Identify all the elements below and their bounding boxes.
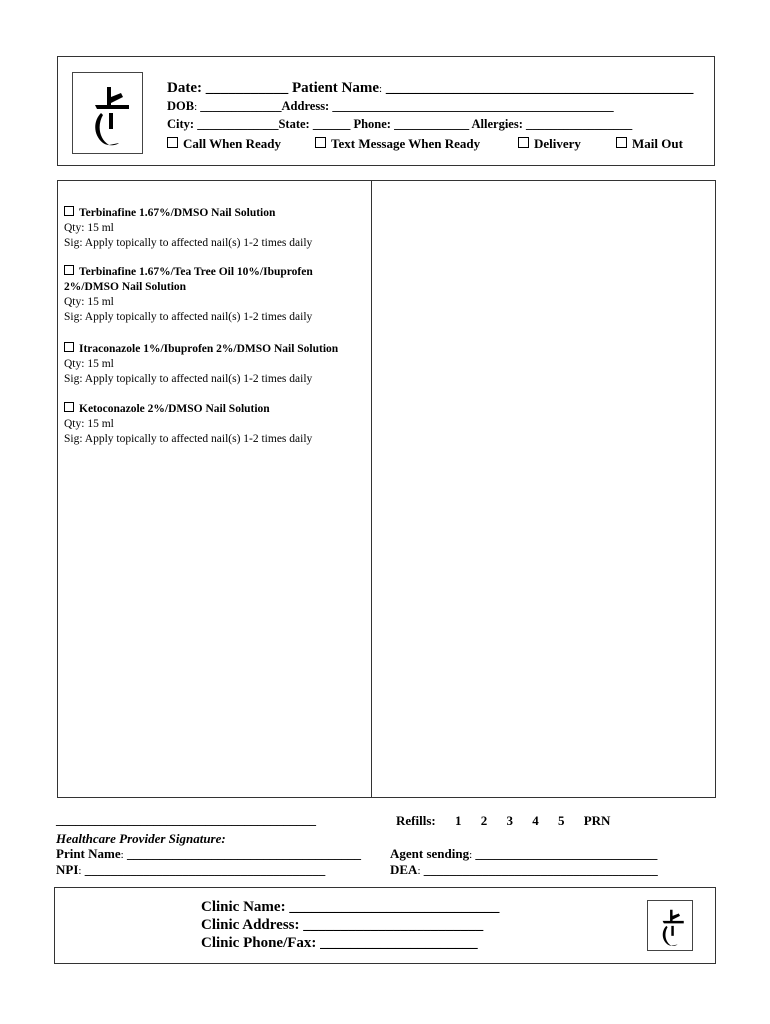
print-name-label: Print Name — [56, 846, 121, 861]
rx-qty: Qty: 15 ml — [64, 418, 114, 430]
column-divider — [371, 181, 372, 797]
allergies-field[interactable]: _________________ — [526, 117, 633, 131]
refill-option[interactable]: 4 — [532, 813, 539, 828]
refills-label: Refills: — [396, 813, 436, 828]
dea-label: DEA — [390, 862, 418, 877]
signature-label: Healthcare Provider Signature: — [56, 831, 226, 846]
rx-name: Ketoconazole 2%/DMSO Nail Solution — [79, 403, 270, 415]
rx-name: Itraconazole 1%/Ibuprofen 2%/DMSO Nail Solution — [79, 343, 339, 355]
rx-name-continued: 2%/DMSO Nail Solution — [64, 281, 187, 293]
rx-checkbox[interactable] — [64, 402, 74, 412]
state-label: State: — [278, 117, 310, 131]
rx-qty: Qty: 15 ml — [64, 358, 114, 370]
allergies-label: Allergies: — [471, 117, 523, 131]
city-field[interactable]: _____________ — [197, 117, 279, 131]
refill-option[interactable]: 5 — [557, 813, 565, 828]
rx-sig: Sig: Apply topically to affected nail(s) 1-2 times daily — [64, 373, 313, 385]
refill-option[interactable]: 3 — [506, 813, 513, 828]
city-state-row — [167, 117, 632, 132]
clinic-info-box — [54, 887, 716, 964]
dea-row: DEA: ____________________________________ — [390, 862, 658, 877]
pestle-icon — [648, 901, 694, 952]
checkbox-icon[interactable] — [167, 137, 178, 148]
clinic-address-label: Clinic Address: — [201, 917, 300, 933]
city-label: City: — [167, 117, 195, 131]
rx-checkbox[interactable] — [64, 206, 74, 216]
rx-checkbox[interactable] — [64, 265, 74, 275]
clinic-name-label: Clinic Name: — [201, 899, 286, 915]
rx-name: Terbinafine 1.67%/Tea Tree Oil 10%/Ibuprofen — [79, 266, 313, 278]
rx-item — [64, 342, 338, 387]
dea-field[interactable]: ____________________________________ — [423, 862, 658, 877]
checkbox-icon[interactable] — [315, 137, 326, 148]
pestle-icon — [73, 73, 144, 155]
dob-label: DOB — [167, 99, 195, 113]
address-label: Address: — [281, 99, 330, 113]
pharmacy-logo-small — [647, 900, 693, 951]
clinic-name-row — [201, 898, 499, 916]
clinic-address-field[interactable]: ________________________ — [303, 917, 484, 933]
print-name-row: Print Name: ____________________________________ — [56, 846, 361, 861]
rx-sig: Sig: Apply topically to affected nail(s) 1-2 times daily — [64, 311, 313, 323]
checkbox-icon[interactable] — [616, 137, 627, 148]
address-field[interactable]: _____________________________________________ — [332, 99, 614, 113]
rx-qty: Qty: 15 ml — [64, 222, 114, 234]
rx-checkbox[interactable] — [64, 342, 74, 352]
patient-info-box — [57, 56, 715, 166]
rx-item — [64, 402, 312, 447]
agent-row: Agent sending: ____________________________ — [390, 846, 658, 861]
refill-option[interactable]: PRN — [583, 813, 611, 828]
checkbox-icon[interactable] — [518, 137, 529, 148]
date-field[interactable]: ___________ — [205, 80, 289, 96]
npi-label: NPI — [56, 862, 79, 877]
phone-label: Phone: — [353, 117, 391, 131]
npi-field[interactable]: _____________________________________ — [84, 862, 326, 877]
dob-address-row: DOB: _____________Address: _____________________________________________ — [167, 99, 614, 113]
option-mail-out[interactable]: Mail Out — [616, 136, 683, 152]
clinic-address-row — [201, 916, 483, 934]
rx-item — [64, 206, 312, 251]
option-text-message[interactable]: Text Message When Ready — [315, 136, 480, 152]
state-field[interactable]: ______ — [312, 117, 351, 131]
rx-qty: Qty: 15 ml — [64, 296, 114, 308]
option-call-when-ready[interactable]: Call When Ready — [167, 136, 281, 152]
clinic-phone-row — [201, 934, 478, 952]
date-patient-row: Date: ___________ Patient Name: _________________________________________ — [167, 80, 694, 96]
clinic-phone-label: Clinic Phone/Fax: — [201, 935, 317, 951]
agent-sending-label: Agent sending — [390, 846, 470, 861]
phone-field[interactable]: ____________ — [394, 117, 470, 131]
refill-option[interactable]: 1 — [454, 813, 462, 828]
rx-sig: Sig: Apply topically to affected nail(s) 1-2 times daily — [64, 237, 313, 249]
rx-name: Terbinafine 1.67%/DMSO Nail Solution — [79, 207, 276, 219]
clinic-name-field[interactable]: ____________________________ — [289, 899, 500, 915]
refills-row — [396, 813, 610, 829]
option-delivery[interactable]: Delivery — [518, 136, 581, 152]
agent-sending-field[interactable]: ____________________________ — [475, 846, 658, 861]
prescription-box — [57, 180, 716, 798]
rx-item — [64, 265, 313, 325]
clinic-phone-field[interactable]: _____________________ — [320, 935, 478, 951]
dob-field[interactable]: _____________ — [200, 99, 282, 113]
signature-line[interactable]: ________________________________________ — [56, 812, 316, 827]
rx-sig: Sig: Apply topically to affected nail(s) 1-2 times daily — [64, 433, 313, 445]
print-name-field[interactable]: ____________________________________ — [126, 846, 361, 861]
refill-option[interactable]: 2 — [480, 813, 488, 828]
patient-name-field[interactable]: _________________________________________ — [385, 80, 694, 96]
npi-row: NPI: _____________________________________ — [56, 862, 326, 877]
patient-name-label: Patient Name — [291, 80, 380, 96]
pharmacy-logo — [72, 72, 143, 154]
date-label: Date: — [167, 80, 202, 96]
